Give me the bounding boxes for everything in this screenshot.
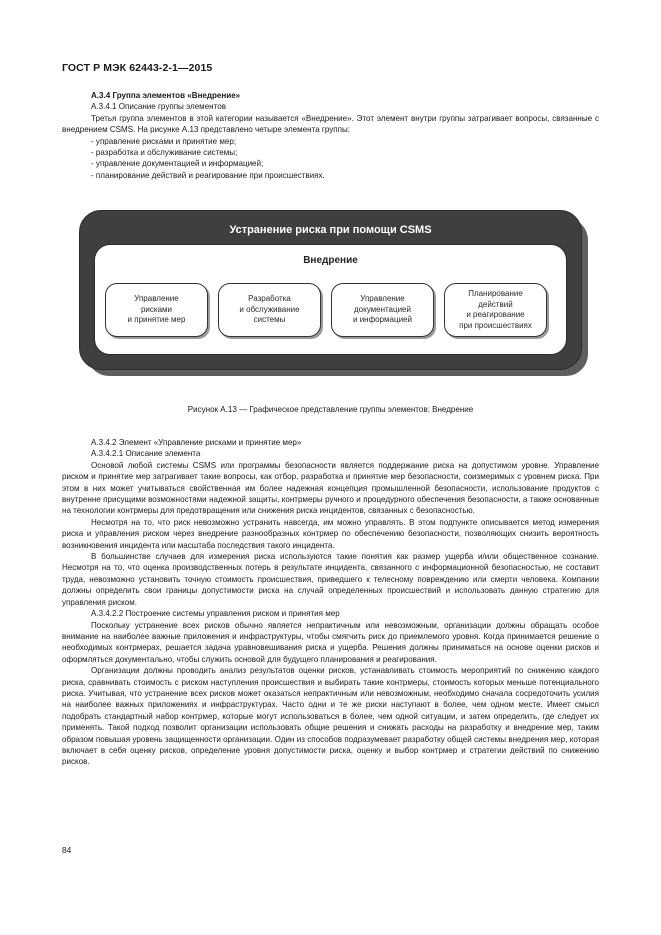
element-heading: А.3.4.2 Элемент «Управление рисками и принятие мер» <box>91 438 302 447</box>
element-box-documentation: Управление документацией и информацией <box>331 283 434 337</box>
figure-outer-frame <box>79 210 582 370</box>
body-paragraph: В большинстве случаев для измерения риска используются такие понятия как размер ущерба и/или общественное сознание. Несмотря на то, что оценка производственных потерь в результате инцидента, связанного с информационной безопасностью, не составит труда, невозможно установить точную стоимость происшествия, приведшего к телесному повреждению или смерти человека. Компании должны определить свои границы допустимости риска на случай определенных происшествий и использовать данную стратегию для управления риском. <box>62 552 599 607</box>
body-paragraph: Организации должны проводить анализ результатов оценки рисков, устанавливать стоимость мероприятий по снижению каждого риска, сравнивать стоимость с риском наступления происшествия и выбирать такие контрмеры, стоимость которых меньше потенциального риска. Учитывая, что устранение всех рисков может оказаться непрактичным или невозможным, необходимо сначала сосредоточить усилия на наиболее важных приложениях и инфраструктурах. Часто одни и те же риски наступают в более, чем одном месте. Имеет смысл подобрать стандартный набор контрмер, которые могут использоваться в более, чем одной ситуации, и затем определить, где следует их применять. Такой подход позволит организации использовать общие решения и снижать расходы на разработку и внедрение мер, таким образом повышая уровень защищенности организации. Один из способов подразумевает разработку общей системы внедрения мер, которая включает в себя оценку рисков, определение уровня допустимости риска, оценку и выбор контрмер и стратегии действий по снижению рисков. <box>62 666 599 767</box>
body-paragraph: Поскольку устранение всех рисков обычно является непрактичным или невозможным, организации должны обращать особое внимание на наиболее важные приложения и инфраструктуры, чтобы смягчить риск до приемлемого уровня. Когда принимается решение о необходимых контрмерах, решается задача уравновешивания риска и ущерба. Решения должны приниматься на основе оценки рисков и оформляться документально, чтобы служить основой для будущего планирования и реагирования. <box>62 620 599 664</box>
section-heading: А.3.4 Группа элементов «Внедрение» <box>91 91 241 100</box>
element-box-system-development: Разработка и обслуживание системы <box>218 283 321 337</box>
subsection-heading: А.3.4.1 Описание группы элементов <box>91 102 226 112</box>
figure-inner-title: Внедрение <box>303 255 358 266</box>
intro-paragraph: Третья группа элементов в этой категории называется «Внедрение». Этот элемент внутри группы затрагивает вопросы, связанные с внедрением CSMS. На рисунке А.13 представлено четыре элемента группы: <box>62 113 599 135</box>
figure-caption: Рисунок А.13 — Графическое представление группы элементов: Внедрение <box>187 405 474 414</box>
list-item: - управление документацией и информацией; <box>91 158 599 169</box>
body-paragraph: Несмотря на то, что риск невозможно устранить навсегда, им можно управлять. В этом подпункте описывается метод измерения риска и управления риском через внедрение разнообразных контрмер по обеспечению безопасности, позволяющих снизить вероятность возникновения инцидента или масштаба последствия такого инцидента. <box>62 517 599 550</box>
figure-outer-title: Устранение риска при помощи CSMS <box>229 224 432 236</box>
element-box-risk-management: Управление рисками и принятие мер <box>105 283 208 337</box>
element-subheading-2: А.3.4.2.2 Построение системы управления риском и принятия мер <box>91 609 340 619</box>
figure-inner-panel <box>94 244 567 355</box>
figure-a13 <box>79 210 582 370</box>
element-box-incident-planning: Планирование действий и реагирование при происшествиях <box>444 283 547 337</box>
list-item: - разработка и обслуживание системы; <box>91 147 599 158</box>
intro-section <box>62 90 599 181</box>
body-section <box>62 437 599 768</box>
elements-list <box>62 136 599 182</box>
list-item: - планирование действий и реагирование при происшествиях. <box>91 170 599 181</box>
element-subheading: А.3.4.2.1 Описание элемента <box>91 449 201 459</box>
list-item: - управление рисками и принятие мер; <box>91 136 599 147</box>
page-number: 84 <box>62 845 72 855</box>
body-paragraph: Основой любой системы CSMS или программы безопасности является поддержание риска на допустимом уровне. Управление риском и принятие мер затрагивает такие вопросы, как отбор, разработка и принятие мер безопасности, соизмеримых с уровнем риска. При этом в них может учитываться свойственная им более надежная концепция промышленной безопасности, использование продуктов с внутренне присущими возможностями надежной защиты, контрмеры ручного и процедурного обеспечения безопасности, а также основанные на технологии контрмеры для предотвращения или снижения риска инцидентов, связанных с безопасностью. <box>62 460 599 516</box>
document-standard-header: ГОСТ Р МЭК 62443-2-1—2015 <box>62 62 213 74</box>
